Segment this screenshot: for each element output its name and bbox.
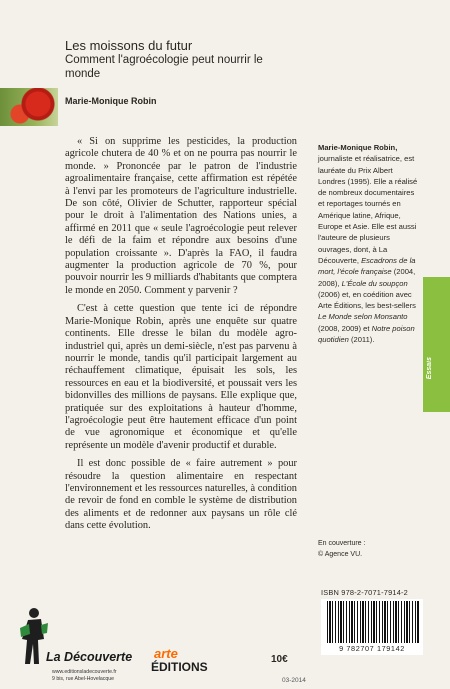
summary-paragraph-2: C'est à cette question que tente ici de répondre Marie-Monique Robin, après une enquête sur quatre continents. Elle dresse le bilan du modèle agro-industriel qui, après un demi-siècle, n'est pas parvenu à nourrir le monde, tandis qu'il participait largement au réchauffement climatique, épuisait les sols, les ressources en eau et la biodiversité, et poussait vers les bidonvilles des millions de paysans. Elle explique que, pratiquée sur des exploitations à hauteur d'homme, l'agroécologie peut être hautement efficace d'un point de vue agronomique et économique et qu'elle représente un modèle d'avenir productif et durable. xyxy=(65,303,297,451)
bio-book-2: L'École du soupçon xyxy=(341,278,408,288)
bio-book-3: Le Monde selon Monsanto xyxy=(318,312,408,322)
cover-photo-poppy xyxy=(0,88,58,126)
cover-credit xyxy=(318,538,365,560)
cover-credit-label: En couverture : xyxy=(318,540,366,547)
barcode xyxy=(321,599,423,655)
collection-label: Essais xyxy=(426,357,433,380)
publisher-street: 9 bis, rue Abel-Hovelacque xyxy=(52,675,114,682)
arte-editions-label: ÉDITIONS xyxy=(151,660,208,674)
book-title: Les moissons du futur xyxy=(65,38,193,53)
bio-text-2: (2004, 2008), xyxy=(318,267,416,288)
bio-text-3: (2006) et, en coédition avec Arte Éditions, les best-sellers xyxy=(318,289,416,311)
arte-logo: arte xyxy=(154,646,178,661)
la-decouverte-logo-icon xyxy=(17,606,49,668)
bio-text-5: (2011). xyxy=(348,335,375,345)
summary-paragraph-3: Il est donc possible de « faire autrement » pour résoudre la question alimentaire en respectant l'environnement et les ressources naturelles, à condition de revoir de fond en comble le système de distribution des aliments et de redonner aux paysans un rôle clé dans cette évolution. xyxy=(65,458,297,532)
book-subtitle: Comment l'agroécologie peut nourrir le monde xyxy=(65,54,263,80)
bio-text-1: journaliste et réalisatrice, est lauréate du Prix Albert Londres (1995). Elle a réalisé de nombreux documentaires et reportages tournés en Amérique latine, Afrique, Europe et Asie. Elle est aussi l'auteure de plusieurs ouvrages, dont, à La Découverte, xyxy=(318,154,418,265)
bio-name: Marie-Monique Robin, xyxy=(318,143,398,152)
barcode-bars xyxy=(327,601,419,643)
publisher-website: www.editionsladecouverte.fr xyxy=(52,669,117,675)
bio-book-4: Notre poison quotidien xyxy=(318,323,415,345)
publisher-address xyxy=(52,669,117,682)
bio-text-4: (2008, 2009) et xyxy=(318,323,372,333)
author-bio xyxy=(318,142,421,345)
collection-tab xyxy=(423,277,450,412)
price: 10€ xyxy=(271,654,288,665)
bio-book-1: Escadrons de la mort, l'école française xyxy=(318,255,416,277)
publisher-name: La Découverte xyxy=(46,650,133,664)
date-code: 03-2014 xyxy=(282,677,306,684)
isbn: ISBN 978-2-7071-7914-2 xyxy=(321,588,408,597)
cover-credit-agency: © Agence VU. xyxy=(318,551,363,558)
barcode-digits: 9 782707 179142 xyxy=(339,644,405,653)
summary-paragraph-1: « Si on supprime les pesticides, la production agricole chutera de 40 % et on ne pourra pas nourrir le monde. » Prononcée par le patron de l'industrie agroalimentaire française, cette affirmation est répétée à l'envi par les promoteurs de l'agriculture industrielle. De son côté, Olivier de Schutter, rapporteur spécial pour le droit à l'alimentation des Nations unies, a affirmé en 2011 que « seule l'agroécologie peut relever le défi de la faim et répondre aux besoins d'une population croissante ». D'après la FAO, il faudra augmenter la production agricole de 70 %, pour pouvoir nourrir les 9 milliards d'habitants que comptera le monde en 2050. Comment y parvenir ? xyxy=(65,136,297,296)
author-name: Marie-Monique Robin xyxy=(65,96,157,106)
summary-text xyxy=(65,136,297,539)
